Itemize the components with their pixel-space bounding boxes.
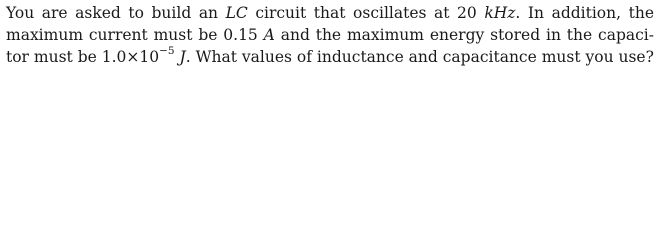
text-segment: maximum current must be 0.15 <box>6 26 264 44</box>
lc-symbol: LC <box>225 4 248 22</box>
text-segment: . What values of inductance and capacitance must you use? <box>185 48 654 66</box>
problem-line-3 <box>6 46 654 68</box>
text-segment: circuit that oscillates at 20 <box>247 4 485 22</box>
exponent: −5 <box>159 44 175 57</box>
text-segment: tor must be 1.0×10 <box>6 48 160 66</box>
text-segment: and the maximum energy stored in the capaci- <box>274 26 654 44</box>
problem-line-1 <box>6 2 654 24</box>
text-segment: You are asked to build an <box>6 4 226 22</box>
ampere-unit: A <box>263 26 275 44</box>
joule-unit: J <box>179 48 186 66</box>
text-segment: . In addition, the <box>515 4 654 22</box>
problem-text <box>6 2 654 68</box>
problem-line-2 <box>6 24 654 46</box>
khz-unit: kHz <box>484 4 516 22</box>
